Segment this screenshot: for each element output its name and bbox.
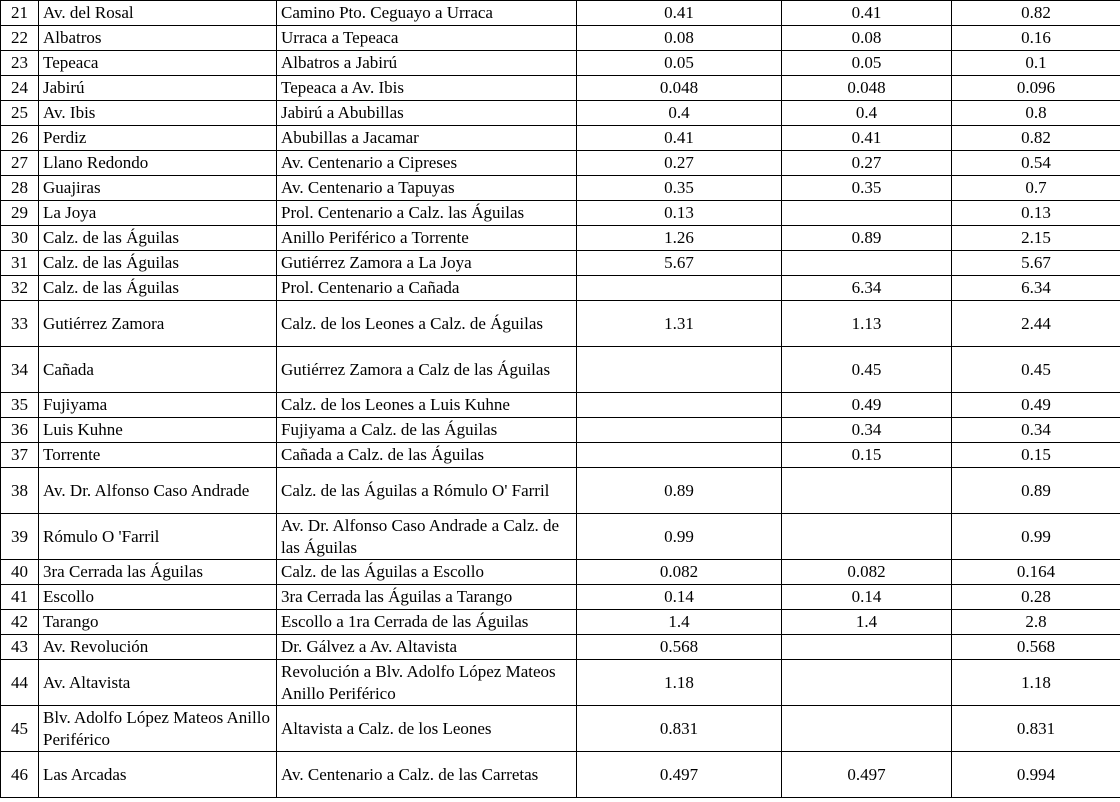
value-a-cell: 0.568 [577, 635, 782, 660]
total-cell: 0.99 [952, 514, 1120, 560]
street-name-cell: Calz. de las Águilas [39, 276, 277, 301]
value-b-cell: 0.89 [782, 226, 952, 251]
table-row [1, 560, 1120, 585]
value-a-cell: 0.41 [577, 1, 782, 26]
street-name-cell: Escollo [39, 585, 277, 610]
value-b-cell [782, 706, 952, 752]
table-row [1, 251, 1120, 276]
table-row [1, 347, 1120, 393]
street-name-cell: Las Arcadas [39, 752, 277, 798]
street-name-cell: 3ra Cerrada las Águilas [39, 560, 277, 585]
street-name-cell: Av. Revolución [39, 635, 277, 660]
street-name-cell: Gutiérrez Zamora [39, 301, 277, 347]
segment-cell: Av. Centenario a Calz. de las Carretas [277, 752, 577, 798]
total-cell: 0.45 [952, 347, 1120, 393]
value-a-cell: 0.082 [577, 560, 782, 585]
row-number-cell: 33 [1, 301, 39, 347]
table-row [1, 151, 1120, 176]
street-name-cell: Calz. de las Águilas [39, 226, 277, 251]
row-number-cell: 35 [1, 393, 39, 418]
row-number-cell: 43 [1, 635, 39, 660]
segment-cell: Cañada a Calz. de las Águilas [277, 443, 577, 468]
segment-cell: Camino Pto. Ceguayo a Urraca [277, 1, 577, 26]
street-name-cell: Tepeaca [39, 51, 277, 76]
street-name-cell: Av. Altavista [39, 660, 277, 706]
table-row [1, 76, 1120, 101]
row-number-cell: 26 [1, 126, 39, 151]
value-b-cell: 0.41 [782, 1, 952, 26]
table-row [1, 635, 1120, 660]
total-cell: 0.49 [952, 393, 1120, 418]
value-a-cell: 0.27 [577, 151, 782, 176]
row-number-cell: 28 [1, 176, 39, 201]
value-b-cell: 0.35 [782, 176, 952, 201]
value-b-cell: 0.497 [782, 752, 952, 798]
table-row [1, 585, 1120, 610]
value-a-cell: 0.4 [577, 101, 782, 126]
table-row [1, 1, 1120, 26]
value-b-cell: 0.49 [782, 393, 952, 418]
table-row [1, 301, 1120, 347]
street-name-cell: Blv. Adolfo López Mateos Anillo Periférico [39, 706, 277, 752]
total-cell: 0.8 [952, 101, 1120, 126]
segment-cell: Calz. de los Leones a Calz. de Águilas [277, 301, 577, 347]
row-number-cell: 27 [1, 151, 39, 176]
street-name-cell: Av. Ibis [39, 101, 277, 126]
total-cell: 0.89 [952, 468, 1120, 514]
value-b-cell [782, 468, 952, 514]
row-number-cell: 46 [1, 752, 39, 798]
total-cell: 0.82 [952, 126, 1120, 151]
table-row [1, 51, 1120, 76]
total-cell: 0.994 [952, 752, 1120, 798]
segment-cell: Altavista a Calz. de los Leones [277, 706, 577, 752]
segment-cell: Escollo a 1ra Cerrada de las Águilas [277, 610, 577, 635]
total-cell: 1.18 [952, 660, 1120, 706]
total-cell: 0.34 [952, 418, 1120, 443]
table-row [1, 418, 1120, 443]
value-a-cell [577, 276, 782, 301]
row-number-cell: 45 [1, 706, 39, 752]
street-name-cell: Av. del Rosal [39, 1, 277, 26]
total-cell: 0.164 [952, 560, 1120, 585]
segment-cell: Calz. de los Leones a Luis Kuhne [277, 393, 577, 418]
table-row [1, 126, 1120, 151]
table-body [1, 1, 1120, 798]
table-row [1, 201, 1120, 226]
total-cell: 5.67 [952, 251, 1120, 276]
value-b-cell: 0.14 [782, 585, 952, 610]
value-b-cell: 1.4 [782, 610, 952, 635]
value-b-cell: 0.4 [782, 101, 952, 126]
value-b-cell: 0.08 [782, 26, 952, 51]
value-b-cell: 0.15 [782, 443, 952, 468]
segment-cell: Albatros a Jabirú [277, 51, 577, 76]
table-row [1, 176, 1120, 201]
total-cell: 2.44 [952, 301, 1120, 347]
value-a-cell: 1.18 [577, 660, 782, 706]
value-a-cell: 0.08 [577, 26, 782, 51]
value-a-cell: 0.497 [577, 752, 782, 798]
value-a-cell: 0.99 [577, 514, 782, 560]
value-b-cell: 0.082 [782, 560, 952, 585]
segment-cell: Jabirú a Abubillas [277, 101, 577, 126]
segment-cell: Gutiérrez Zamora a Calz de las Águilas [277, 347, 577, 393]
value-a-cell: 0.35 [577, 176, 782, 201]
segment-cell: Av. Dr. Alfonso Caso Andrade a Calz. de las Águilas [277, 514, 577, 560]
row-number-cell: 24 [1, 76, 39, 101]
segment-cell: Av. Centenario a Tapuyas [277, 176, 577, 201]
value-b-cell: 6.34 [782, 276, 952, 301]
value-a-cell: 0.41 [577, 126, 782, 151]
table-row [1, 226, 1120, 251]
street-name-cell: Albatros [39, 26, 277, 51]
street-name-cell: Torrente [39, 443, 277, 468]
total-cell: 0.15 [952, 443, 1120, 468]
value-b-cell [782, 201, 952, 226]
segment-cell: Anillo Periférico a Torrente [277, 226, 577, 251]
segment-cell: Urraca a Tepeaca [277, 26, 577, 51]
value-a-cell: 0.14 [577, 585, 782, 610]
segment-cell: Calz. de las Águilas a Rómulo O' Farril [277, 468, 577, 514]
row-number-cell: 44 [1, 660, 39, 706]
segment-cell: Dr. Gálvez a Av. Altavista [277, 635, 577, 660]
value-b-cell: 0.27 [782, 151, 952, 176]
value-b-cell [782, 635, 952, 660]
row-number-cell: 38 [1, 468, 39, 514]
table-row [1, 276, 1120, 301]
total-cell: 0.54 [952, 151, 1120, 176]
table-row [1, 514, 1120, 560]
value-a-cell [577, 347, 782, 393]
value-b-cell: 0.41 [782, 126, 952, 151]
value-a-cell [577, 393, 782, 418]
row-number-cell: 22 [1, 26, 39, 51]
value-a-cell: 1.4 [577, 610, 782, 635]
total-cell: 0.831 [952, 706, 1120, 752]
total-cell: 0.7 [952, 176, 1120, 201]
total-cell: 0.096 [952, 76, 1120, 101]
segment-cell: Revolución a Blv. Adolfo López Mateos Anillo Periférico [277, 660, 577, 706]
total-cell: 0.82 [952, 1, 1120, 26]
total-cell: 0.13 [952, 201, 1120, 226]
table-row [1, 610, 1120, 635]
value-b-cell: 0.34 [782, 418, 952, 443]
segment-cell: Prol. Centenario a Cañada [277, 276, 577, 301]
street-name-cell: Fujiyama [39, 393, 277, 418]
row-number-cell: 25 [1, 101, 39, 126]
value-b-cell: 0.05 [782, 51, 952, 76]
table-row [1, 468, 1120, 514]
street-name-cell: Guajiras [39, 176, 277, 201]
segment-cell: Gutiérrez Zamora a La Joya [277, 251, 577, 276]
row-number-cell: 42 [1, 610, 39, 635]
row-number-cell: 30 [1, 226, 39, 251]
value-b-cell [782, 660, 952, 706]
table-row [1, 660, 1120, 706]
segment-cell: Tepeaca a Av. Ibis [277, 76, 577, 101]
value-b-cell [782, 514, 952, 560]
row-number-cell: 32 [1, 276, 39, 301]
row-number-cell: 21 [1, 1, 39, 26]
street-name-cell: Perdiz [39, 126, 277, 151]
total-cell: 0.16 [952, 26, 1120, 51]
total-cell: 0.568 [952, 635, 1120, 660]
street-name-cell: Cañada [39, 347, 277, 393]
total-cell: 0.28 [952, 585, 1120, 610]
value-a-cell: 0.831 [577, 706, 782, 752]
value-b-cell: 0.45 [782, 347, 952, 393]
value-a-cell: 5.67 [577, 251, 782, 276]
total-cell: 6.34 [952, 276, 1120, 301]
table-row [1, 101, 1120, 126]
total-cell: 0.1 [952, 51, 1120, 76]
row-number-cell: 31 [1, 251, 39, 276]
segment-cell: Prol. Centenario a Calz. las Águilas [277, 201, 577, 226]
row-number-cell: 37 [1, 443, 39, 468]
street-name-cell: Calz. de las Águilas [39, 251, 277, 276]
segment-cell: Abubillas a Jacamar [277, 126, 577, 151]
value-b-cell: 1.13 [782, 301, 952, 347]
value-a-cell [577, 443, 782, 468]
segment-cell: 3ra Cerrada las Águilas a Tarango [277, 585, 577, 610]
table-row [1, 26, 1120, 51]
value-a-cell: 0.13 [577, 201, 782, 226]
segment-cell: Fujiyama a Calz. de las Águilas [277, 418, 577, 443]
street-name-cell: Llano Redondo [39, 151, 277, 176]
value-b-cell: 0.048 [782, 76, 952, 101]
street-name-cell: Luis Kuhne [39, 418, 277, 443]
street-name-cell: Jabirú [39, 76, 277, 101]
table-row [1, 706, 1120, 752]
row-number-cell: 29 [1, 201, 39, 226]
segment-cell: Av. Centenario a Cipreses [277, 151, 577, 176]
row-number-cell: 36 [1, 418, 39, 443]
value-b-cell [782, 251, 952, 276]
total-cell: 2.15 [952, 226, 1120, 251]
row-number-cell: 34 [1, 347, 39, 393]
street-name-cell: Rómulo O 'Farril [39, 514, 277, 560]
value-a-cell: 0.89 [577, 468, 782, 514]
row-number-cell: 23 [1, 51, 39, 76]
value-a-cell: 0.048 [577, 76, 782, 101]
row-number-cell: 41 [1, 585, 39, 610]
row-number-cell: 40 [1, 560, 39, 585]
value-a-cell: 0.05 [577, 51, 782, 76]
row-number-cell: 39 [1, 514, 39, 560]
table-row [1, 393, 1120, 418]
value-a-cell: 1.31 [577, 301, 782, 347]
total-cell: 2.8 [952, 610, 1120, 635]
street-name-cell: La Joya [39, 201, 277, 226]
table-row [1, 443, 1120, 468]
segment-cell: Calz. de las Águilas a Escollo [277, 560, 577, 585]
value-a-cell [577, 418, 782, 443]
street-name-cell: Av. Dr. Alfonso Caso Andrade [39, 468, 277, 514]
value-a-cell: 1.26 [577, 226, 782, 251]
street-name-cell: Tarango [39, 610, 277, 635]
table-row [1, 752, 1120, 798]
